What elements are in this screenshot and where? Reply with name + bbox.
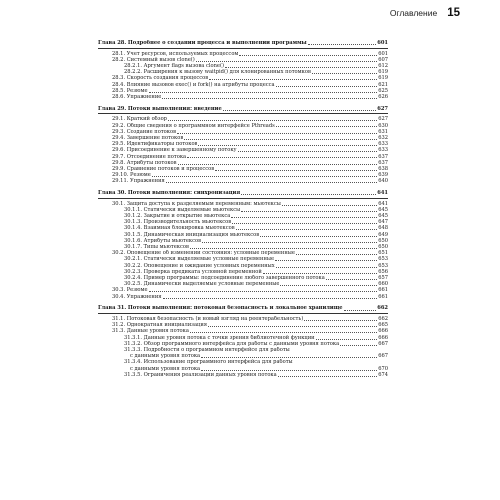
table-of-contents	[98, 40, 388, 378]
entry-page: 641	[378, 200, 388, 207]
chapter-page: 662	[377, 305, 388, 312]
chapter-block	[98, 40, 388, 100]
entry-title: 30.3. Резюме	[112, 287, 148, 294]
entry-title: 30.1.5. Динамическая инициализация мьютексов	[124, 231, 260, 238]
entry-title: 31.3.5. Ограничения реализации данных уровня потока	[124, 371, 277, 378]
entry-page: 650	[378, 237, 388, 244]
toc-entry[interactable]	[98, 178, 388, 184]
entry-title: 29.1. Краткий обзор	[112, 116, 167, 123]
entry-title: 31.2. Однократная инициализация	[112, 322, 208, 329]
entry-page: 601	[378, 50, 388, 57]
entry-page: 619	[378, 75, 388, 82]
entry-page: 661	[378, 293, 388, 300]
entry-page: 665	[378, 322, 388, 329]
leader-dots	[149, 92, 378, 93]
entry-page: 645	[378, 213, 388, 220]
leader-dots	[316, 339, 378, 340]
entry-title: 30.2.5. Динамически выделяемые условные переменные	[124, 281, 280, 288]
leader-dots	[276, 86, 378, 87]
leader-dots	[152, 176, 377, 177]
entry-page: 653	[378, 256, 388, 263]
chapter-heading[interactable]	[98, 40, 388, 49]
leader-dots	[187, 157, 377, 158]
entry-page: 625	[378, 87, 388, 94]
entry-title: 28.2.2. Расширения к вызову waitpid() для клонированных потомков	[124, 69, 311, 76]
entry-title: 31.3.2. Обзор программного интерфейса для работы с данными уровня потока	[124, 340, 340, 347]
entry-title: 28.5. Резюме	[112, 87, 148, 94]
entry-page: 674	[378, 371, 388, 378]
leader-dots	[232, 223, 377, 224]
entry-page: 647	[378, 219, 388, 226]
entry-page: 650	[378, 244, 388, 251]
toc-entry[interactable]	[98, 294, 388, 300]
entry-page: 632	[378, 134, 388, 141]
leader-dots	[275, 260, 377, 261]
leader-dots	[263, 273, 377, 274]
chapter-heading[interactable]	[98, 190, 388, 199]
leader-dots	[168, 120, 377, 121]
leader-dots	[241, 211, 377, 212]
leader-dots	[149, 291, 378, 292]
entry-page: 637	[378, 153, 388, 160]
entry-page: 631	[378, 128, 388, 135]
leader-dots	[178, 164, 378, 165]
chapter-block	[98, 106, 388, 185]
leader-dots	[177, 133, 377, 134]
leader-dots	[162, 98, 377, 99]
leader-dots	[278, 376, 377, 377]
entry-title: 28.4. Влияние вызовов exec() и fork() на атрибуты процесса	[112, 81, 275, 88]
entry-page: 667	[378, 340, 388, 347]
leader-dots	[344, 310, 377, 311]
page-number: 15	[447, 7, 460, 19]
leader-dots	[163, 298, 378, 299]
leader-dots	[166, 182, 377, 183]
leader-dots	[198, 145, 377, 146]
leader-dots	[276, 267, 378, 268]
leader-dots	[276, 126, 377, 127]
leader-dots	[184, 139, 377, 140]
chapter-title: Глава 29. Потоки выполнения: введение	[98, 105, 222, 112]
entry-title: 30.2.2. Оповещение и ожидание условных переменных	[124, 262, 275, 269]
entry-title: 29.11. Упражнения	[112, 178, 165, 185]
entry-page: 660	[378, 281, 388, 288]
entry-title: 28.2. Системный вызов clone()	[112, 56, 195, 63]
entry-page: 639	[378, 172, 388, 179]
entry-title: 30.1.4. Взаимная блокировка мьютексов	[124, 225, 235, 232]
entry-title: 31.1. Потоковая безопасность (и новый взгляд на реентерабельность)	[112, 315, 304, 322]
entry-page: 645	[378, 206, 388, 213]
entry-page: 649	[378, 231, 388, 238]
chapter-title: Глава 31. Потоки выполнения: потоковая безопасность и локальное хранилище	[98, 305, 343, 312]
entry-page: 667	[378, 353, 388, 360]
entry-page: 627	[378, 116, 388, 123]
entry-title: 29.4. Завершение потоков	[112, 134, 184, 141]
entry-title: 28.2.1. Аргумент flags вызова clone()	[124, 63, 224, 69]
entry-title-cont: с данными уровня потока	[130, 365, 201, 372]
entry-title: 31.3.1. Данные уровня потока с точки зрения библиотечной функции	[124, 334, 315, 341]
leader-dots	[296, 254, 377, 255]
leader-dots	[215, 170, 377, 171]
entry-page: 637	[378, 159, 388, 166]
chapter-title: Глава 30. Потоки выполнения: синхронизация	[98, 190, 241, 197]
entry-page: 612	[378, 63, 388, 69]
entry-page: 657	[378, 275, 388, 282]
chapter-title: Глава 28. Подробнее о создании процесса и выполнении программы	[98, 40, 307, 46]
entry-title: 30.4. Упражнения	[112, 293, 162, 300]
entry-title: 31.3.3. Подробности о программном интерфейсе для работы	[124, 347, 290, 353]
entry-page: 607	[378, 56, 388, 63]
leader-dots	[236, 229, 378, 230]
entry-page: 619	[378, 69, 388, 76]
entry-page: 626	[378, 94, 388, 101]
entry-page: 630	[378, 122, 388, 129]
chapter-page: 641	[377, 190, 388, 197]
chapter-page: 627	[377, 105, 388, 112]
entry-page: 633	[378, 147, 388, 154]
leader-dots	[225, 67, 377, 68]
entry-title: 29.9. Сравнение потоков и процессов	[112, 165, 215, 172]
entry-page: 621	[378, 81, 388, 88]
entry-page: 670	[378, 365, 388, 372]
chapter-heading[interactable]	[98, 305, 388, 314]
entry-title: 30.1.6. Атрибуты мьютексов	[124, 237, 202, 244]
leader-dots	[201, 370, 377, 371]
leader-dots	[282, 205, 377, 206]
entry-title: 30.1.2. Закрытие и открытие мьютекса	[124, 213, 231, 220]
entry-title: 31.3. Данные уровня потока	[112, 328, 189, 335]
entry-title: 30.1.7. Типы мьютексов	[124, 244, 189, 251]
leader-dots	[260, 236, 377, 237]
entry-title: 30.1. Защита доступа к разделяемым переменным: мьютексы	[112, 200, 281, 207]
entry-title: 31.3.4. Использование программного интерфейса для работы	[124, 359, 293, 366]
leader-dots	[340, 345, 377, 346]
leader-dots	[190, 248, 377, 249]
entry-page: 662	[378, 315, 388, 322]
entry-title: 29.5. Идентификаторы потоков	[112, 141, 198, 148]
entry-page: 640	[378, 178, 388, 185]
leader-dots	[280, 285, 377, 286]
leader-dots	[326, 279, 377, 280]
entry-title: 30.2.4. Пример программы: подсоединение любого завершенного потока	[124, 275, 325, 282]
entry-title: 29.6. Присоединение к завершенному потоку	[112, 147, 237, 154]
entry-title: 28.3. Скорость создания процессов	[112, 75, 209, 82]
entry-title: 29.2. Общие сведения о программном интерфейсе Pthreads	[112, 122, 275, 129]
leader-dots	[202, 242, 377, 243]
chapter-block	[98, 305, 388, 378]
entry-title: 29.3. Создание потоков	[112, 128, 176, 135]
leader-dots	[239, 55, 377, 56]
leader-dots	[209, 79, 377, 80]
entry-page: 666	[378, 328, 388, 335]
leader-dots	[308, 44, 377, 45]
entry-page: 648	[378, 225, 388, 232]
entry-title: 30.1.3. Производительность мьютексов	[124, 219, 232, 226]
leader-dots	[223, 110, 377, 111]
chapter-heading[interactable]	[98, 106, 388, 115]
page-header	[390, 7, 460, 19]
entry-page: 638	[378, 165, 388, 172]
entry-page: 633	[378, 141, 388, 148]
entry-title: 29.7. Отсоединение потока	[112, 153, 187, 160]
leader-dots	[190, 332, 377, 333]
entry-title: 29.8. Атрибуты потоков	[112, 159, 177, 166]
entry-title: 30.2.1. Статически выделяемые условные переменные	[124, 256, 275, 263]
entry-title: 30.2. Оповещение об изменении состояния: условные переменные	[112, 250, 295, 257]
leader-dots	[238, 151, 378, 152]
entry-title: 30.1.1. Статически выделяемые мьютексы	[124, 206, 241, 213]
entry-title: 28.6. Упражнение	[112, 94, 162, 101]
toc-entry[interactable]	[98, 372, 388, 378]
entry-page: 651	[378, 250, 388, 257]
leader-dots	[201, 357, 377, 358]
leader-dots	[304, 320, 377, 321]
entry-title: 29.10. Резюме	[112, 172, 151, 179]
leader-dots	[241, 194, 376, 195]
entry-page: 656	[378, 268, 388, 275]
leader-dots	[208, 326, 377, 327]
leader-dots	[196, 61, 377, 62]
leader-dots	[231, 217, 377, 218]
entry-title-cont: с данными уровня потока	[130, 353, 201, 360]
entry-title: 30.2.3. Проверка предиката условной переменной	[124, 268, 262, 275]
entry-title: 28.1. Учет ресурсов, используемых процессом	[112, 50, 239, 57]
chapter-block	[98, 190, 388, 300]
running-head-title: Оглавление	[389, 8, 438, 18]
entry-page: 661	[378, 287, 388, 294]
leader-dots	[312, 73, 377, 74]
entry-page: 653	[378, 262, 388, 269]
toc-entry[interactable]	[98, 94, 388, 100]
entry-page: 666	[378, 334, 388, 341]
chapter-page: 601	[377, 40, 388, 46]
